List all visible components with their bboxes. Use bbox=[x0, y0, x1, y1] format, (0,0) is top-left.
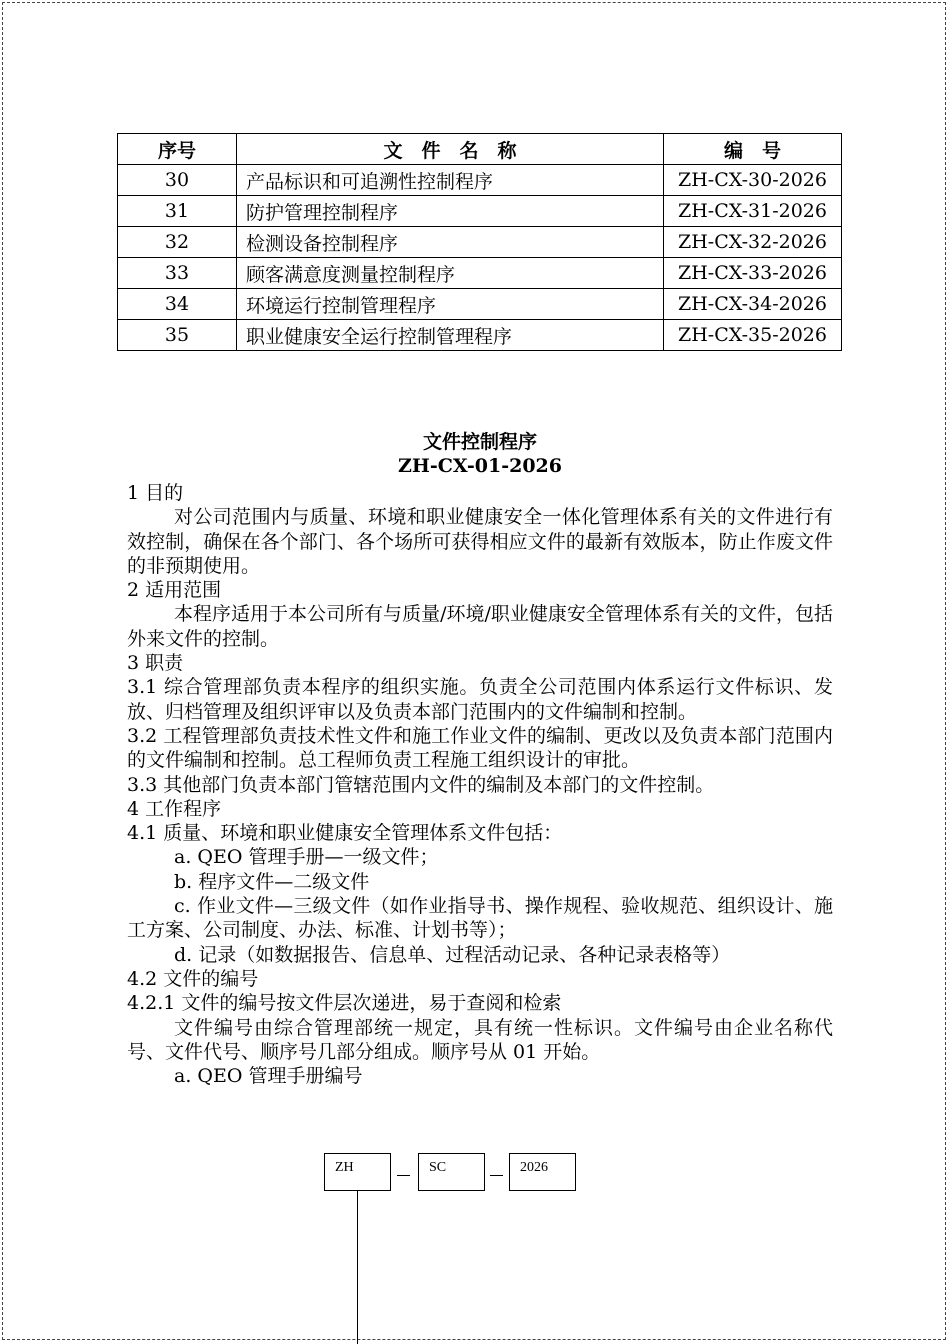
row-code: ZH-CX-31-2026 bbox=[664, 196, 842, 227]
code-separator bbox=[397, 1175, 410, 1176]
row-code: ZH-CX-35-2026 bbox=[664, 320, 842, 351]
doc-title: 文件控制程序 bbox=[422, 431, 537, 453]
header-seq: 序号 bbox=[118, 134, 237, 165]
code-connector-line bbox=[357, 1191, 358, 1344]
doc-paragraph: 3.1 综合管理部负责本程序的组织实施。负责全公司范围内体系运行文件标识、发放、归档管理及组织评审以及负责本部门范围内的文件编制和控制。 bbox=[127, 676, 833, 723]
row-seq: 33 bbox=[118, 258, 237, 289]
doc-paragraph: 3 职责 bbox=[127, 652, 184, 675]
document-list-table bbox=[117, 133, 842, 351]
doc-paragraph: 文件编号由综合管理部统一规定，具有统一性标识。文件编号由企业名称代号、文件代号、顺序号几部分组成。顺序号从 01 开始。 bbox=[127, 1016, 833, 1063]
doc-paragraph: c. 作业文件—三级文件（如作业指导书、操作规程、验收规范、组织设计、施工方案、公司制度、办法、标准、计划书等）； bbox=[127, 895, 833, 942]
doc-paragraph: 2 适用范围 bbox=[127, 579, 222, 602]
doc-paragraph: d. 记录（如数据报告、信息单、过程活动记录、各种记录表格等） bbox=[174, 943, 731, 966]
header-name: 文 件 名 称 bbox=[237, 134, 664, 165]
doc-paragraph: a. QEO 管理手册—一级文件； bbox=[174, 846, 439, 869]
doc-body bbox=[127, 481, 833, 1088]
doc-paragraph: 本程序适用于本公司所有与质量/环境/职业健康安全管理体系有关的文件，包括外来文件的控制。 bbox=[127, 603, 833, 650]
doc-paragraph: 4.2 文件的编号 bbox=[127, 967, 259, 990]
row-name: 环境运行控制管理程序 bbox=[237, 289, 664, 320]
table-row bbox=[118, 320, 842, 351]
row-code: ZH-CX-33-2026 bbox=[664, 258, 842, 289]
doc-paragraph: 3.3 其他部门负责本部门管辖范围内文件的编制及本部门的文件控制。 bbox=[127, 773, 715, 796]
table-row bbox=[118, 165, 842, 196]
doc-paragraph: 4 工作程序 bbox=[127, 797, 222, 820]
row-seq: 32 bbox=[118, 227, 237, 258]
doc-code: ZH-CX-01-2026 bbox=[398, 455, 562, 477]
table-header-row bbox=[118, 134, 842, 165]
code-box-type: SC bbox=[418, 1153, 485, 1191]
header-code: 编 号 bbox=[664, 134, 842, 165]
row-seq: 31 bbox=[118, 196, 237, 227]
row-seq: 30 bbox=[118, 165, 237, 196]
table-row bbox=[118, 258, 842, 289]
code-box-company: ZH bbox=[324, 1153, 391, 1191]
table-row bbox=[118, 196, 842, 227]
row-name: 防护管理控制程序 bbox=[237, 196, 664, 227]
doc-paragraph: 对公司范围内与质量、环境和职业健康安全一体化管理体系有关的文件进行有效控制，确保在各个部门、各个场所可获得相应文件的最新有效版本，防止作废文件的非预期使用。 bbox=[127, 506, 833, 577]
row-code: ZH-CX-34-2026 bbox=[664, 289, 842, 320]
doc-paragraph: 4.1 质量、环境和职业健康安全管理体系文件包括： bbox=[127, 822, 563, 845]
doc-paragraph: 4.2.1 文件的编号按文件层次递进，易于查阅和检索 bbox=[127, 992, 562, 1015]
doc-paragraph: 3.2 工程管理部负责技术性文件和施工作业文件的编制、更改以及负责本部门范围内的文件编制和控制。总工程师负责工程施工组织设计的审批。 bbox=[127, 724, 833, 772]
row-name: 检测设备控制程序 bbox=[237, 227, 664, 258]
row-seq: 34 bbox=[118, 289, 237, 320]
row-name: 职业健康安全运行控制管理程序 bbox=[237, 320, 664, 351]
doc-paragraph: a. QEO 管理手册编号 bbox=[174, 1065, 363, 1088]
row-name: 顾客满意度测量控制程序 bbox=[237, 258, 664, 289]
row-code: ZH-CX-30-2026 bbox=[664, 165, 842, 196]
table-row bbox=[118, 289, 842, 320]
table-row bbox=[118, 227, 842, 258]
row-name: 产品标识和可追溯性控制程序 bbox=[237, 165, 664, 196]
row-seq: 35 bbox=[118, 320, 237, 351]
doc-paragraph: b. 程序文件—二级文件 bbox=[174, 870, 370, 893]
row-code: ZH-CX-32-2026 bbox=[664, 227, 842, 258]
code-separator bbox=[490, 1175, 503, 1176]
doc-paragraph: 1 目的 bbox=[127, 482, 184, 504]
doc-title-block bbox=[0, 430, 950, 478]
code-box-year: 2026 bbox=[509, 1153, 576, 1191]
